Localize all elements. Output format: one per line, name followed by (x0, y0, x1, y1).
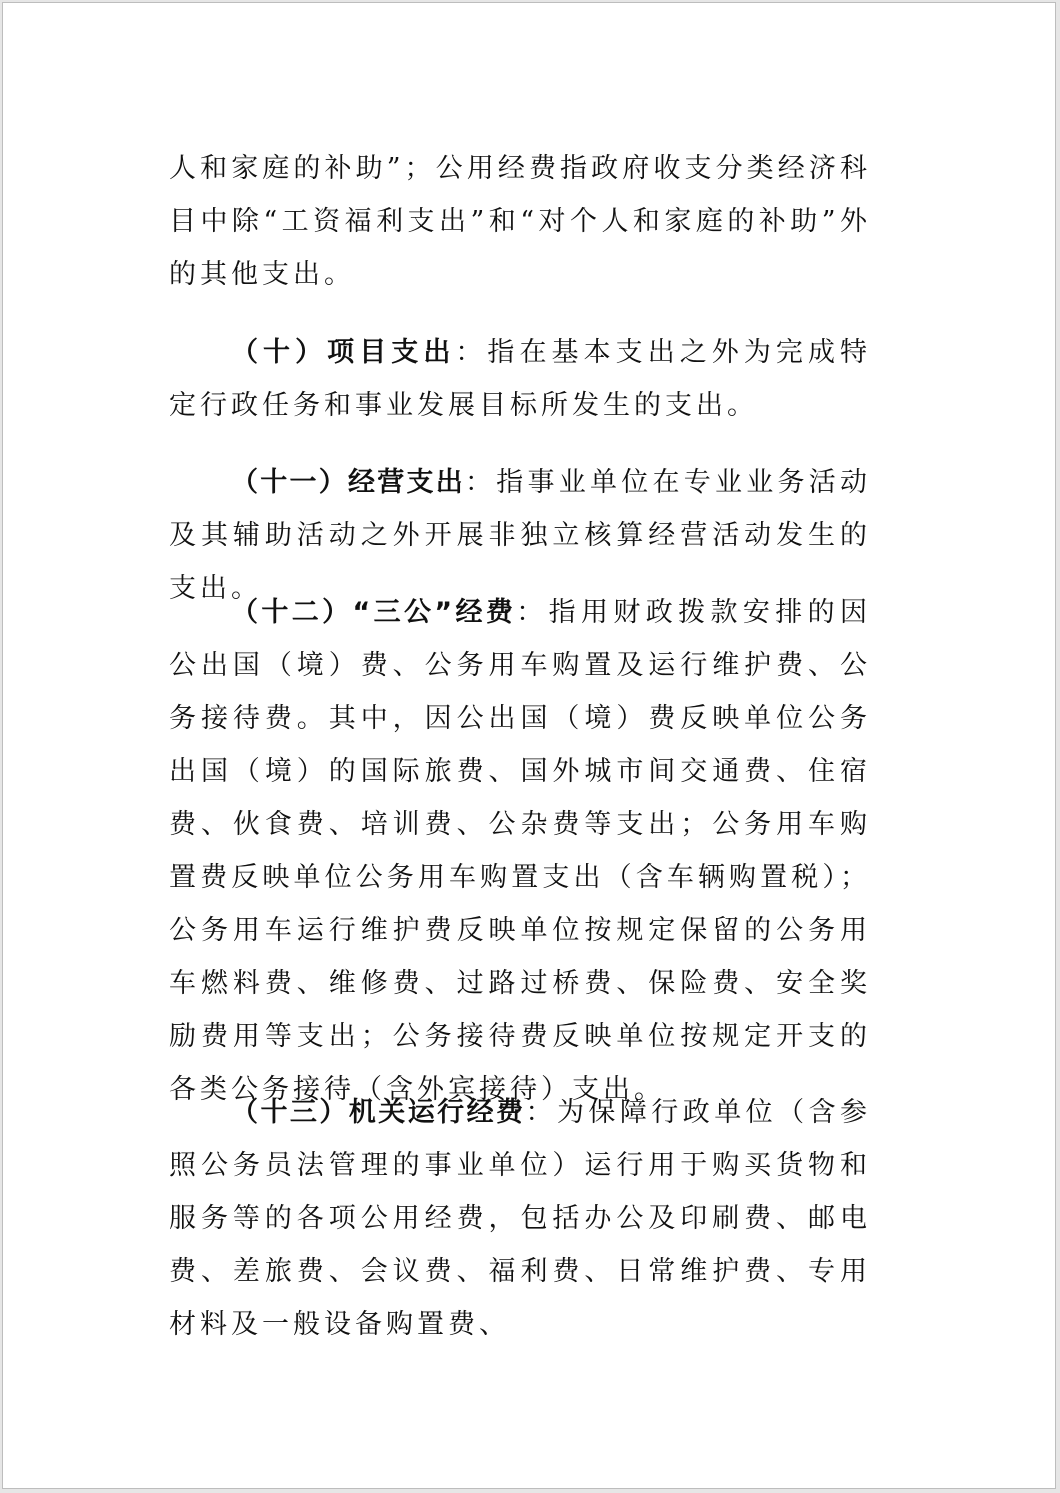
paragraph-text: ：指用财政拨款安排的因公出国（境）费、公务用车购置及运行维护费、公务接待费。其中，因公出国（境）费反映单位公务出国（境）的国际旅费、国外城市间交通费、住宿费、伙食费、培训费、公杂费等支出；公务用车购置费反映单位公务用车购置支出（含车辆购置税）；公务用车运行维护费反映单位按规定保留的公务用车燃料费、维修费、过路过桥费、保险费、安全奖励费用等支出；公务接待费反映单位按规定开支的各类公务接待（含外宾接待）支出。 (169, 597, 871, 1105)
paragraph-text: ：为保障行政单位（含参照公务员法管理的事业单位）运行用于购买货物和服务等的各项公用经费，包括办公及印刷费、邮电费、差旅费、会议费、福利费、日常维护费、专用材料及一般设备购置费、 (169, 1097, 871, 1340)
paragraph-heading: （十一）经营支出 (231, 467, 465, 498)
paragraph-heading: （十二）“三公”经费 (231, 597, 517, 628)
paragraph-heading: （十）项目支出 (231, 337, 456, 368)
paragraph-project-expenditure (169, 326, 871, 432)
paragraph-text: ：指在基本支出之外为完成特定行政任务和事业发展目标所发生的支出。 (169, 337, 872, 421)
paragraph-public-funds-definition (169, 142, 871, 301)
paragraph-text: ：指事业单位在专业业务活动及其辅助活动之外开展非独立核算经营活动发生的支出。 (169, 467, 871, 604)
paragraph-heading: （十三）机关运行经费 (231, 1097, 526, 1128)
paragraph-three-public-expenses (169, 586, 871, 1116)
paragraph-agency-operating-funds (169, 1086, 871, 1351)
document-page (2, 2, 1056, 1489)
paragraph-text: 人和家庭的补助”；公用经费指政府收支分类经济科目中除“工资福利支出”和“对个人和家庭的补助”外的其他支出。 (169, 153, 871, 290)
